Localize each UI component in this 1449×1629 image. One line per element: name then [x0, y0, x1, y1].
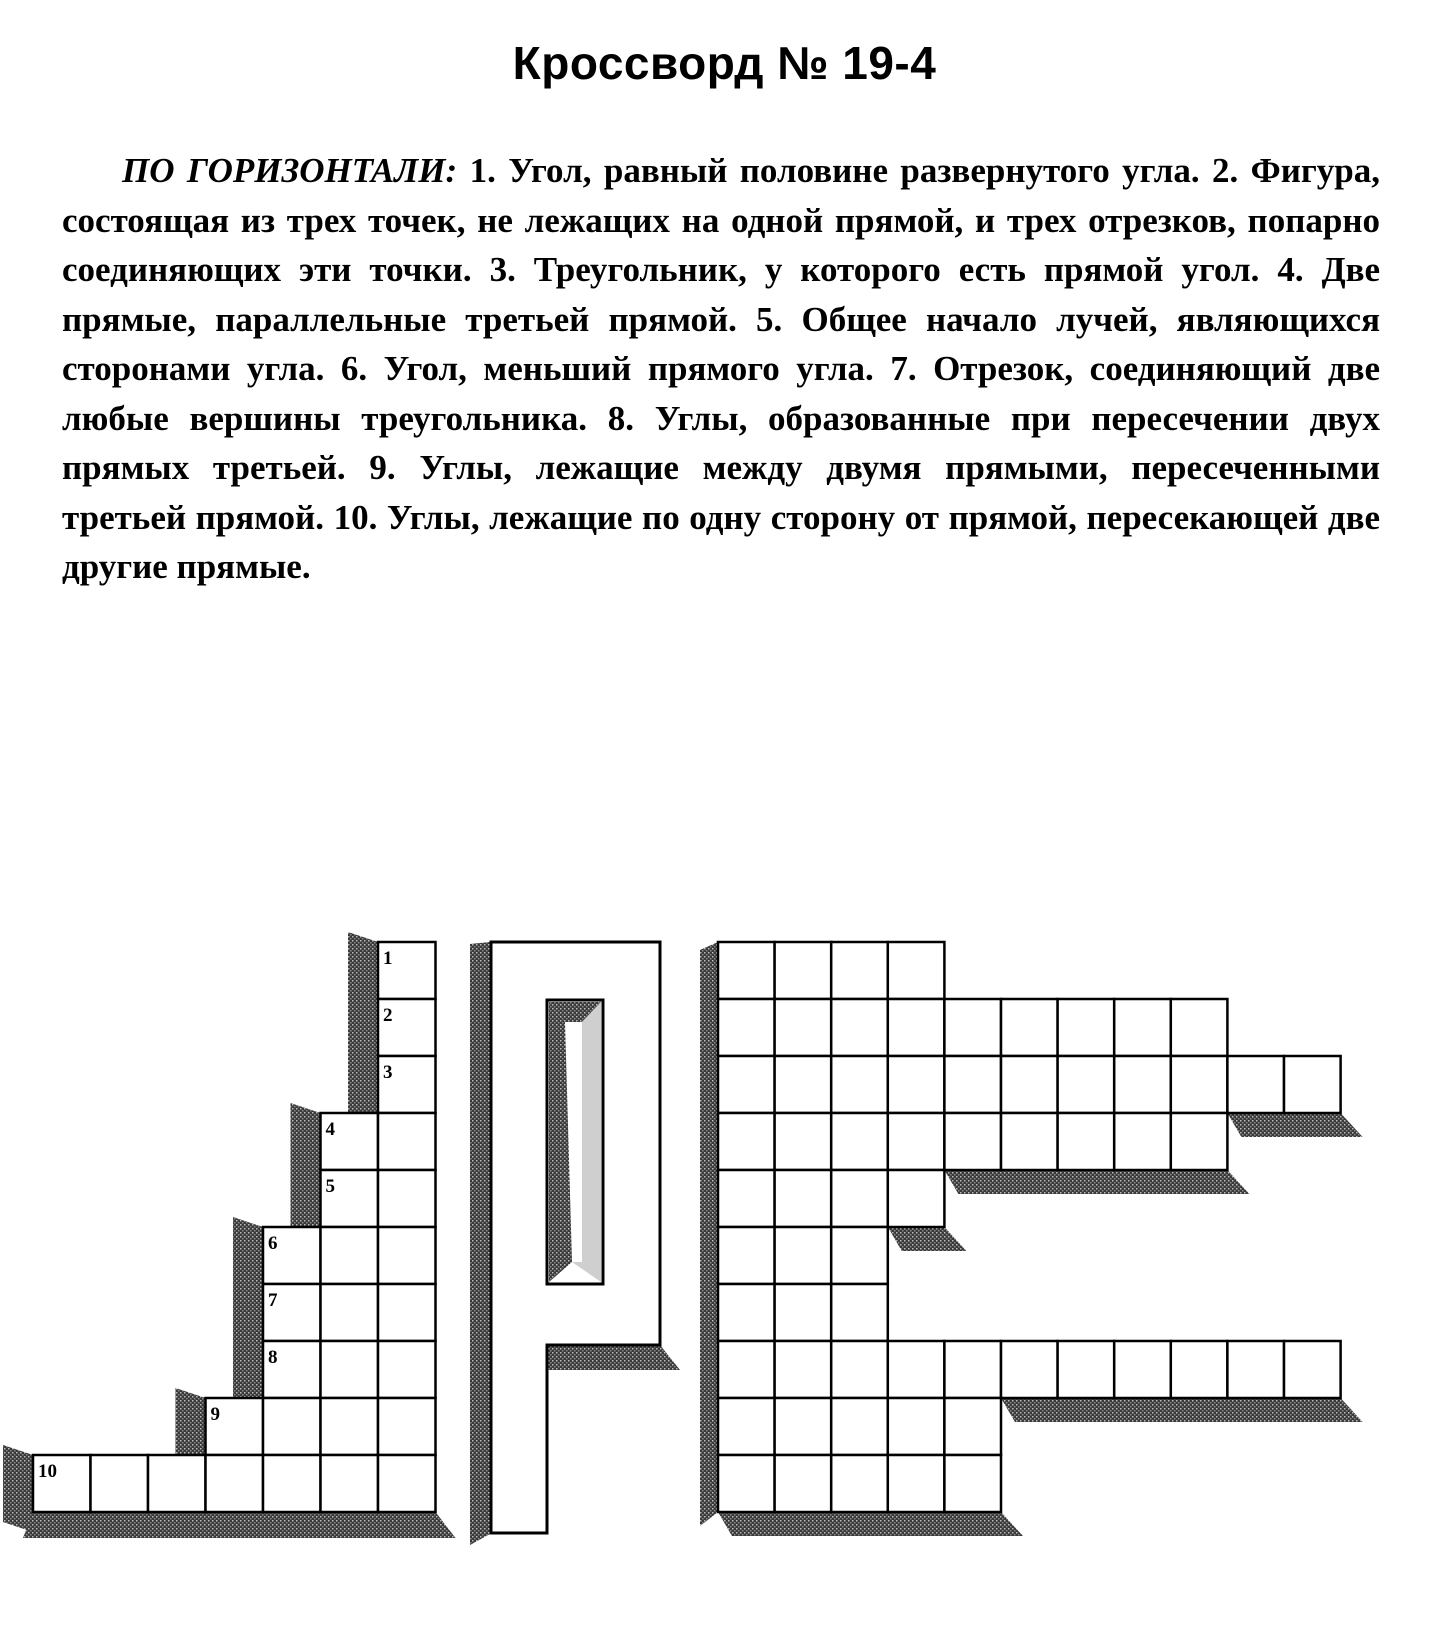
crossword-cell[interactable] — [944, 1398, 1001, 1455]
cell-shadow — [23, 1512, 456, 1538]
crossword-cell[interactable] — [1114, 1113, 1171, 1170]
crossword-cell[interactable] — [831, 1170, 888, 1227]
clue-9-num: 9. — [369, 448, 396, 487]
cell-shadow — [700, 942, 718, 1526]
crossword-cell[interactable] — [888, 942, 945, 999]
crossword-cell[interactable] — [888, 1113, 945, 1170]
letter-hole-inner — [572, 1022, 582, 1262]
crossword-cell[interactable] — [775, 1056, 832, 1113]
crossword-cell[interactable] — [775, 1170, 832, 1227]
crossword-cell[interactable] — [944, 1341, 1001, 1398]
crossword-cell[interactable] — [1284, 1341, 1341, 1398]
crossword-cell[interactable] — [321, 1455, 379, 1512]
clue-7-num: 7. — [890, 349, 917, 388]
crossword-cell[interactable] — [718, 1284, 775, 1341]
cell-number: 5 — [325, 1176, 335, 1197]
crossword-cell[interactable] — [888, 1398, 945, 1455]
crossword-cell[interactable] — [888, 1341, 945, 1398]
cell-number: 10 — [38, 1461, 57, 1482]
crossword-cell[interactable] — [321, 1284, 379, 1341]
crossword-cell[interactable] — [775, 1113, 832, 1170]
crossword-cell[interactable] — [1171, 1056, 1228, 1113]
crossword-cell[interactable] — [831, 1227, 888, 1284]
clues-heading: ПО ГОРИЗОНТАЛИ: — [122, 151, 458, 190]
crossword-cell[interactable] — [888, 1455, 945, 1512]
cell-shadow — [1227, 1113, 1362, 1137]
crossword-cell[interactable] — [831, 999, 888, 1056]
crossword-cell[interactable] — [263, 1455, 321, 1512]
crossword-cell[interactable] — [148, 1455, 206, 1512]
crossword-cell[interactable] — [831, 1056, 888, 1113]
cell-number: 9 — [210, 1404, 220, 1425]
cell-number: 8 — [268, 1347, 278, 1368]
crossword-cell[interactable] — [1227, 1056, 1284, 1113]
clue-1-num: 1. — [469, 151, 496, 190]
crossword-cell[interactable] — [321, 1227, 379, 1284]
crossword-cell[interactable] — [1284, 1056, 1341, 1113]
crossword-cell[interactable] — [1058, 999, 1115, 1056]
crossword-cell[interactable] — [91, 1455, 149, 1512]
crossword-cell[interactable] — [718, 1056, 775, 1113]
crossword-cell[interactable] — [831, 1341, 888, 1398]
crossword-cell[interactable] — [775, 1455, 832, 1512]
clue-3-num: 3. — [489, 250, 516, 289]
crossword-cell[interactable] — [718, 1341, 775, 1398]
crossword-cell[interactable] — [1114, 1056, 1171, 1113]
crossword-cell[interactable] — [888, 1170, 945, 1227]
clue-10-text: Углы, лежащие по одну сторону от прямой, пересекающей две другие прямые. — [62, 497, 1381, 586]
crossword-cell[interactable] — [775, 999, 832, 1056]
crossword-cell[interactable] — [378, 1113, 436, 1170]
crossword-cell[interactable] — [378, 1455, 436, 1512]
cell-number: 2 — [383, 1005, 393, 1026]
crossword-cell[interactable] — [775, 942, 832, 999]
crossword-cell[interactable] — [888, 999, 945, 1056]
crossword-cell[interactable] — [831, 1455, 888, 1512]
crossword-cell[interactable] — [1001, 1113, 1058, 1170]
crossword-cell[interactable] — [1227, 1341, 1284, 1398]
crossword-cell[interactable] — [1001, 1056, 1058, 1113]
crossword-cell[interactable] — [944, 1056, 1001, 1113]
letter-shadow — [547, 1345, 680, 1370]
crossword-cell[interactable] — [718, 1398, 775, 1455]
crossword-cell[interactable] — [378, 1398, 436, 1455]
crossword-cell[interactable] — [718, 1227, 775, 1284]
crossword-cell[interactable] — [1114, 1341, 1171, 1398]
clue-6-num: 6. — [340, 349, 368, 388]
crossword-cell[interactable] — [831, 1113, 888, 1170]
clue-4-num: 4. — [1277, 250, 1304, 289]
crossword-cell[interactable] — [321, 1398, 379, 1455]
cell-number: 1 — [383, 948, 393, 969]
cell-number: 6 — [268, 1233, 278, 1254]
letter-p-decoration — [491, 942, 660, 1533]
crossword-cell[interactable] — [378, 1227, 436, 1284]
cell-number: 3 — [383, 1062, 393, 1083]
crossword-cell[interactable] — [718, 942, 775, 999]
crossword-cell[interactable] — [831, 942, 888, 999]
clue-2-num: 2. — [1212, 151, 1239, 190]
crossword-cell[interactable] — [378, 1170, 436, 1227]
crossword-cell[interactable] — [775, 1227, 832, 1284]
clue-3-text: Треугольник, у которого есть прямой угол. — [533, 250, 1260, 289]
crossword-cell[interactable] — [775, 1341, 832, 1398]
letter-shadow — [470, 942, 490, 1545]
crossword-cell[interactable] — [206, 1455, 264, 1512]
crossword-cell[interactable] — [1058, 1341, 1115, 1398]
crossword-cell[interactable] — [831, 1284, 888, 1341]
clue-6-text: Угол, меньший прямого угла. — [383, 349, 874, 388]
crossword-cell[interactable] — [831, 1398, 888, 1455]
crossword-cell[interactable] — [775, 1398, 832, 1455]
cell-shadow — [1001, 1398, 1363, 1422]
crossword-cell[interactable] — [888, 1056, 945, 1113]
clue-4-text: Две прямые, параллельные третьей прямой. — [62, 250, 1381, 339]
crossword-cell[interactable] — [718, 1113, 775, 1170]
crossword-cell[interactable] — [1114, 999, 1171, 1056]
right-grid — [718, 942, 1341, 1512]
crossword-cell[interactable] — [1001, 1341, 1058, 1398]
crossword-cell[interactable] — [263, 1398, 321, 1455]
cell-shadow — [3, 1445, 33, 1532]
crossword-cell[interactable] — [1058, 1056, 1115, 1113]
cell-shadow — [888, 1227, 967, 1251]
crossword-cell[interactable] — [718, 999, 775, 1056]
cell-number: 7 — [268, 1290, 278, 1311]
clue-8-text: Углы, образованные при пересечении двух прямых третьей. — [62, 398, 1381, 487]
clue-8-num: 8. — [607, 398, 634, 438]
clue-2-text: Фигура, состоящая из трех точек, не лежащих на одной прямой, и трех отрезков, попарно соединяющих эти точки. — [62, 151, 1381, 289]
crossword-cell[interactable] — [944, 1455, 1001, 1512]
crossword-cell[interactable] — [378, 1341, 436, 1398]
crossword-cell[interactable] — [321, 1341, 379, 1398]
crossword-cell[interactable] — [1171, 999, 1228, 1056]
crossword-cell[interactable] — [1171, 1113, 1228, 1170]
clue-5-num: 5. — [756, 299, 783, 339]
clue-1-text: Угол, равный половине развернутого угла. — [508, 151, 1200, 190]
crossword-cell[interactable] — [718, 1170, 775, 1227]
cell-shadow — [944, 1170, 1249, 1194]
crossword-cell[interactable] — [1058, 1113, 1115, 1170]
cell-number: 4 — [325, 1119, 335, 1140]
crossword-cell[interactable] — [718, 1455, 775, 1512]
crossword-cell[interactable] — [944, 1113, 1001, 1170]
crossword-cell[interactable] — [1171, 1341, 1228, 1398]
clue-7-text: Отрезок, соединяющий две любые вершины треугольника. — [62, 349, 1381, 438]
crossword-cell[interactable] — [944, 999, 1001, 1056]
clue-5-text: Общее начало лучей, являющихся сторонами угла. — [62, 299, 1381, 388]
crossword-cell[interactable] — [775, 1284, 832, 1341]
cell-shadow — [718, 1512, 1023, 1536]
clue-9-text: Углы, лежащие между двумя прямыми, пересеченными третьей прямой. — [62, 448, 1381, 537]
crossword-cell[interactable] — [1001, 999, 1058, 1056]
crossword-cell[interactable] — [378, 1284, 436, 1341]
clue-10-num: 10. — [333, 497, 378, 537]
page-title: Кроссворд № 19-4 — [512, 37, 937, 89]
